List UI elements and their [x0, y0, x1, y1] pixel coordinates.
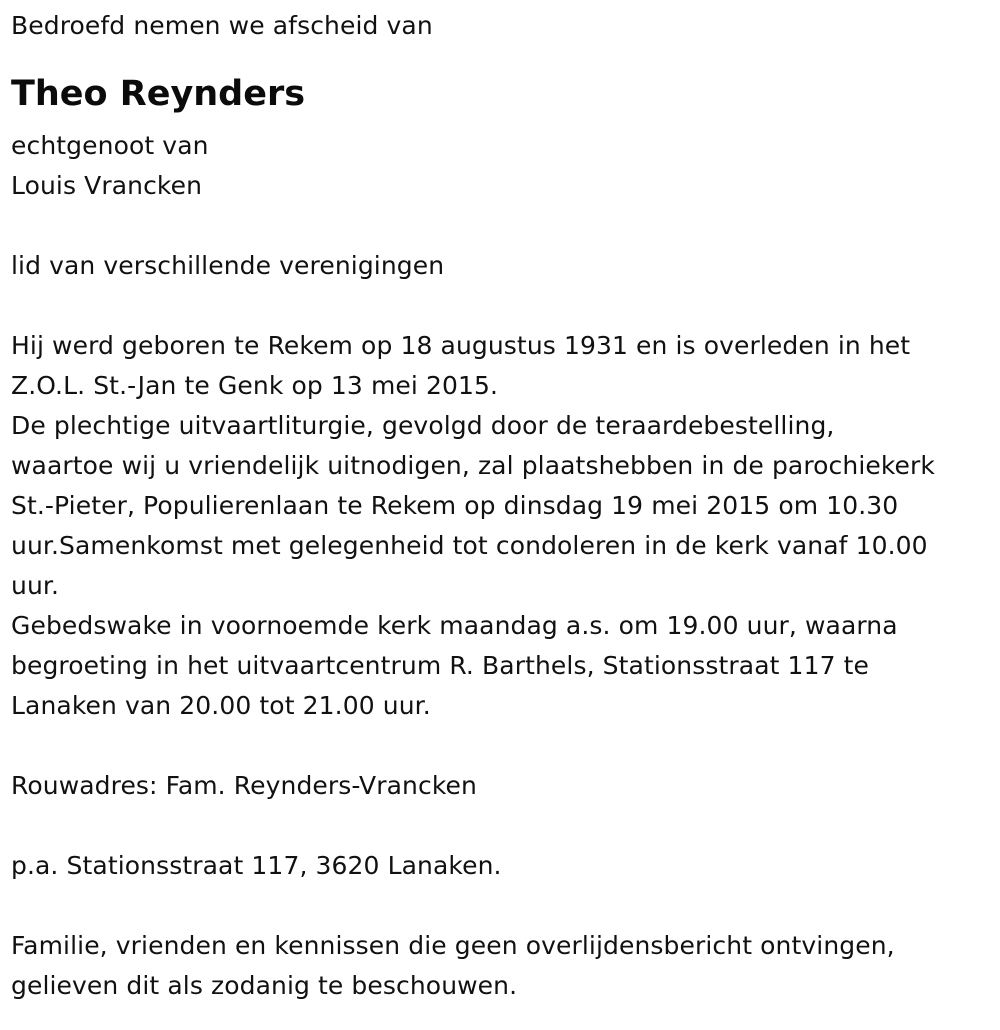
deceased-name: Theo Reynders	[11, 74, 306, 114]
postal-address: p.a. Stationsstraat 117, 3620 Lanaken.	[11, 851, 502, 880]
body-line: Gebedswake in voornoemde kerk maandag a.s. om 19.00 uur, waarna	[11, 611, 898, 640]
membership-text: lid van verschillende verenigingen	[11, 251, 445, 280]
body-line: Hij werd geboren te Rekem op 18 augustus 1931 en is overleden in het	[11, 331, 911, 360]
body-line: St.-Pieter, Populierenlaan te Rekem op dinsdag 19 mei 2015 om 10.30	[11, 491, 899, 520]
body-line: begroeting in het uitvaartcentrum R. Barthels, Stationsstraat 117 te	[11, 651, 870, 680]
mourning-address: Rouwadres: Fam. Reynders-Vrancken	[11, 771, 477, 800]
spouse-intro: echtgenoot van	[11, 131, 209, 160]
closing-line: Familie, vrienden en kennissen die geen overlijdensbericht ontvingen,	[11, 931, 895, 960]
spacer	[11, 886, 988, 926]
funeral-details	[11, 326, 988, 726]
spacer	[11, 726, 988, 766]
body-line: uur.Samenkomst met gelegenheid tot condoleren in de kerk vanaf 10.00	[11, 531, 928, 560]
body-line: waartoe wij u vriendelijk uitnodigen, zal plaatshebben in de parochiekerk	[11, 451, 935, 480]
spacer	[11, 206, 988, 246]
closing-note	[11, 926, 988, 1006]
body-line: De plechtige uitvaartliturgie, gevolgd door de teraardebestelling,	[11, 411, 835, 440]
spouse-name: Louis Vrancken	[11, 171, 203, 200]
body-line: Z.O.L. St.-Jan te Genk op 13 mei 2015.	[11, 371, 499, 400]
closing-line: gelieven dit als zodanig te beschouwen.	[11, 971, 518, 1000]
body-line: uur.	[11, 571, 60, 600]
spacer	[11, 806, 988, 846]
spouse-block	[11, 126, 988, 206]
intro-text: Bedroefd nemen we afscheid van	[11, 11, 433, 40]
body-line: Lanaken van 20.00 tot 21.00 uur.	[11, 691, 431, 720]
spacer	[11, 286, 988, 326]
